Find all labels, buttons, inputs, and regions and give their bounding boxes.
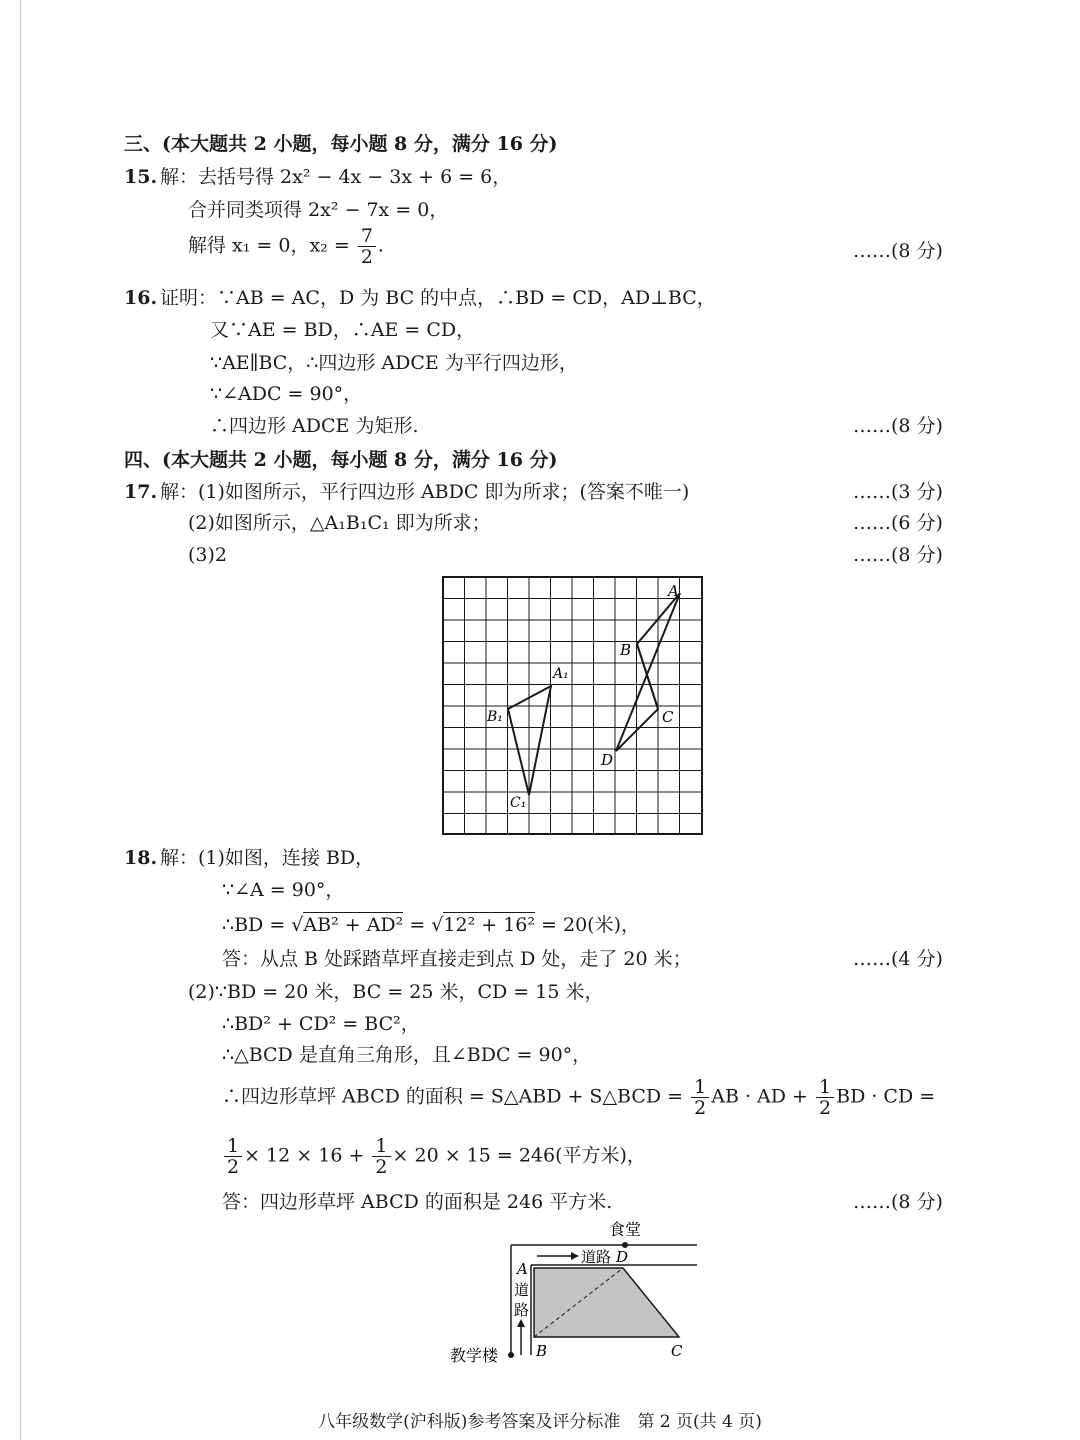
q18-line3-suffix: = 20(米)， xyxy=(541,914,641,936)
q18-line8 xyxy=(222,1077,935,1118)
q18-label: 18. xyxy=(124,847,158,869)
q16-line3: ∵AE∥BC，∴四边形 ADCE 为平行四边形， xyxy=(210,352,578,374)
q16-label: 16. xyxy=(124,287,158,309)
q18-line8-part2: AB · AD + xyxy=(711,1085,808,1108)
q18-line3: ∴BD = √AB² + AD² = √12² + 16² = 20(米)， xyxy=(222,914,641,936)
lawn-label-c: C xyxy=(671,1342,683,1360)
q16-line1: 证明：∵AB = AC，D 为 BC 的中点，∴BD = CD，AD⊥BC， xyxy=(160,287,716,309)
q18-line9 xyxy=(222,1136,646,1177)
q15-score: ……(8 分) xyxy=(853,240,943,262)
q18-line4: 答：从点 B 处踩踏草坪直接走到点 D 处，走了 20 米； xyxy=(222,948,692,970)
q18-half-1-num: 1 xyxy=(691,1077,709,1098)
arrow-top-head-icon xyxy=(571,1252,579,1260)
q18-half-3-num: 1 xyxy=(224,1136,242,1157)
q17-score2: ……(6 分) xyxy=(853,512,943,534)
q18-half-4 xyxy=(372,1136,390,1177)
q18-lawn-figure xyxy=(445,1215,705,1375)
q16-line5: ∴四边形 ADCE 为矩形. xyxy=(210,415,419,437)
q18-score2: ……(8 分) xyxy=(853,1191,943,1213)
q15-frac-num: 7 xyxy=(358,226,376,247)
lawn-label-d: D xyxy=(616,1248,629,1266)
lawn-label-b: B xyxy=(536,1342,548,1360)
section-4-header: 四、(本大题共 2 小题，每小题 8 分，满分 16 分) xyxy=(124,449,558,471)
q18-score1: ……(4 分) xyxy=(853,948,943,970)
section-3-header: 三、(本大题共 2 小题，每小题 8 分，满分 16 分) xyxy=(124,133,558,155)
q18-line9-part1: × 12 × 16 + xyxy=(244,1144,365,1167)
page-margin-line xyxy=(20,0,21,1440)
q18-half-3-den: 2 xyxy=(227,1156,240,1178)
point-label-a: A xyxy=(668,582,679,600)
road-side-label-1: 道 xyxy=(514,1281,530,1299)
q18-line8-prefix: ∴四边形草坪 ABCD 的面积 = S△ABD + S△BCD = xyxy=(222,1085,684,1108)
lawn-label-a: A xyxy=(517,1260,528,1278)
q18-line5: (2)∵BD = 20 米，BC = 25 米，CD = 15 米， xyxy=(188,981,604,1003)
q16-score: ……(8 分) xyxy=(853,415,943,437)
q18-sqrt1: AB² + AD² xyxy=(303,914,404,936)
q18-line7: ∴△BCD 是直角三角形，且∠BDC = 90°， xyxy=(222,1044,592,1066)
q17-label: 17. xyxy=(124,481,158,503)
road-top-label: 道路 xyxy=(581,1248,612,1266)
q17-line1: 解：(1)如图所示，平行四边形 ABDC 即为所求；(答案不唯一) xyxy=(160,481,690,503)
q17-line3: (3)2 xyxy=(188,544,228,566)
q18-line6: ∴BD² + CD² = BC²， xyxy=(222,1013,420,1035)
q18-line3-prefix: ∴BD = xyxy=(222,914,286,936)
q16-line2: 又∵AE = BD，∴AE = CD， xyxy=(210,319,476,341)
q18-line1: 解：(1)如图，连接 BD， xyxy=(160,847,375,869)
point-label-a1: A₁ xyxy=(553,666,569,682)
q18-sqrt2: 12² + 16² xyxy=(443,914,535,936)
q18-line2: ∵∠A = 90°， xyxy=(222,879,345,901)
q18-half-4-den: 2 xyxy=(375,1156,388,1178)
q18-line3-mid: = xyxy=(409,914,426,936)
q18-half-2-den: 2 xyxy=(819,1097,832,1119)
q18-half-2 xyxy=(816,1077,834,1118)
q17-grid-lines xyxy=(443,577,702,834)
q15-line2: 合并同类项得 2x² − 7x = 0， xyxy=(188,199,449,221)
q18-line10: 答：四边形草坪 ABCD 的面积是 246 平方米. xyxy=(222,1191,613,1213)
q15-line3-prefix: 解得 x₁ = 0，x₂ = xyxy=(188,234,350,257)
canteen-label: 食堂 xyxy=(609,1220,642,1239)
page-footer: 八年级数学(沪科版)参考答案及评分标准 第 2 页(共 4 页) xyxy=(318,1412,762,1432)
q17-score1: ……(3 分) xyxy=(853,481,943,503)
q15-line3 xyxy=(188,226,384,267)
building-point-icon xyxy=(508,1352,514,1358)
point-label-b1: B₁ xyxy=(487,709,503,725)
q17-score3: ……(8 分) xyxy=(853,544,943,566)
q18-half-4-num: 1 xyxy=(372,1136,390,1157)
arrow-side-head-icon xyxy=(517,1319,525,1327)
q15-label: 15. xyxy=(124,166,158,188)
building-label: 教学楼 xyxy=(450,1346,499,1365)
road-side-label-2: 路 xyxy=(514,1301,530,1319)
q15-line3-suffix: . xyxy=(377,234,384,257)
point-label-c1: C₁ xyxy=(510,795,527,811)
point-label-b: B xyxy=(620,641,632,659)
q15-frac-den: 2 xyxy=(360,246,373,268)
q18-half-3 xyxy=(224,1136,242,1177)
lawn-abcd xyxy=(534,1268,679,1337)
q17-grid-figure xyxy=(440,575,705,837)
q15-line1: 解：去括号得 2x² − 4x − 3x + 6 = 6， xyxy=(160,166,512,188)
q17-line2: (2)如图所示，△A₁B₁C₁ 即为所求； xyxy=(188,512,491,534)
q18-half-1-den: 2 xyxy=(694,1097,707,1119)
q18-half-1 xyxy=(691,1077,709,1118)
q18-half-2-num: 1 xyxy=(816,1077,834,1098)
point-label-c: C xyxy=(662,708,674,726)
q15-fraction xyxy=(358,226,376,267)
q18-line8-part3: BD · CD = xyxy=(836,1085,936,1108)
point-label-d: D xyxy=(601,751,614,769)
q16-line4: ∵∠ADC = 90°， xyxy=(210,383,363,405)
q18-line9-part2: × 20 × 15 = 246(平方米)， xyxy=(392,1144,646,1167)
